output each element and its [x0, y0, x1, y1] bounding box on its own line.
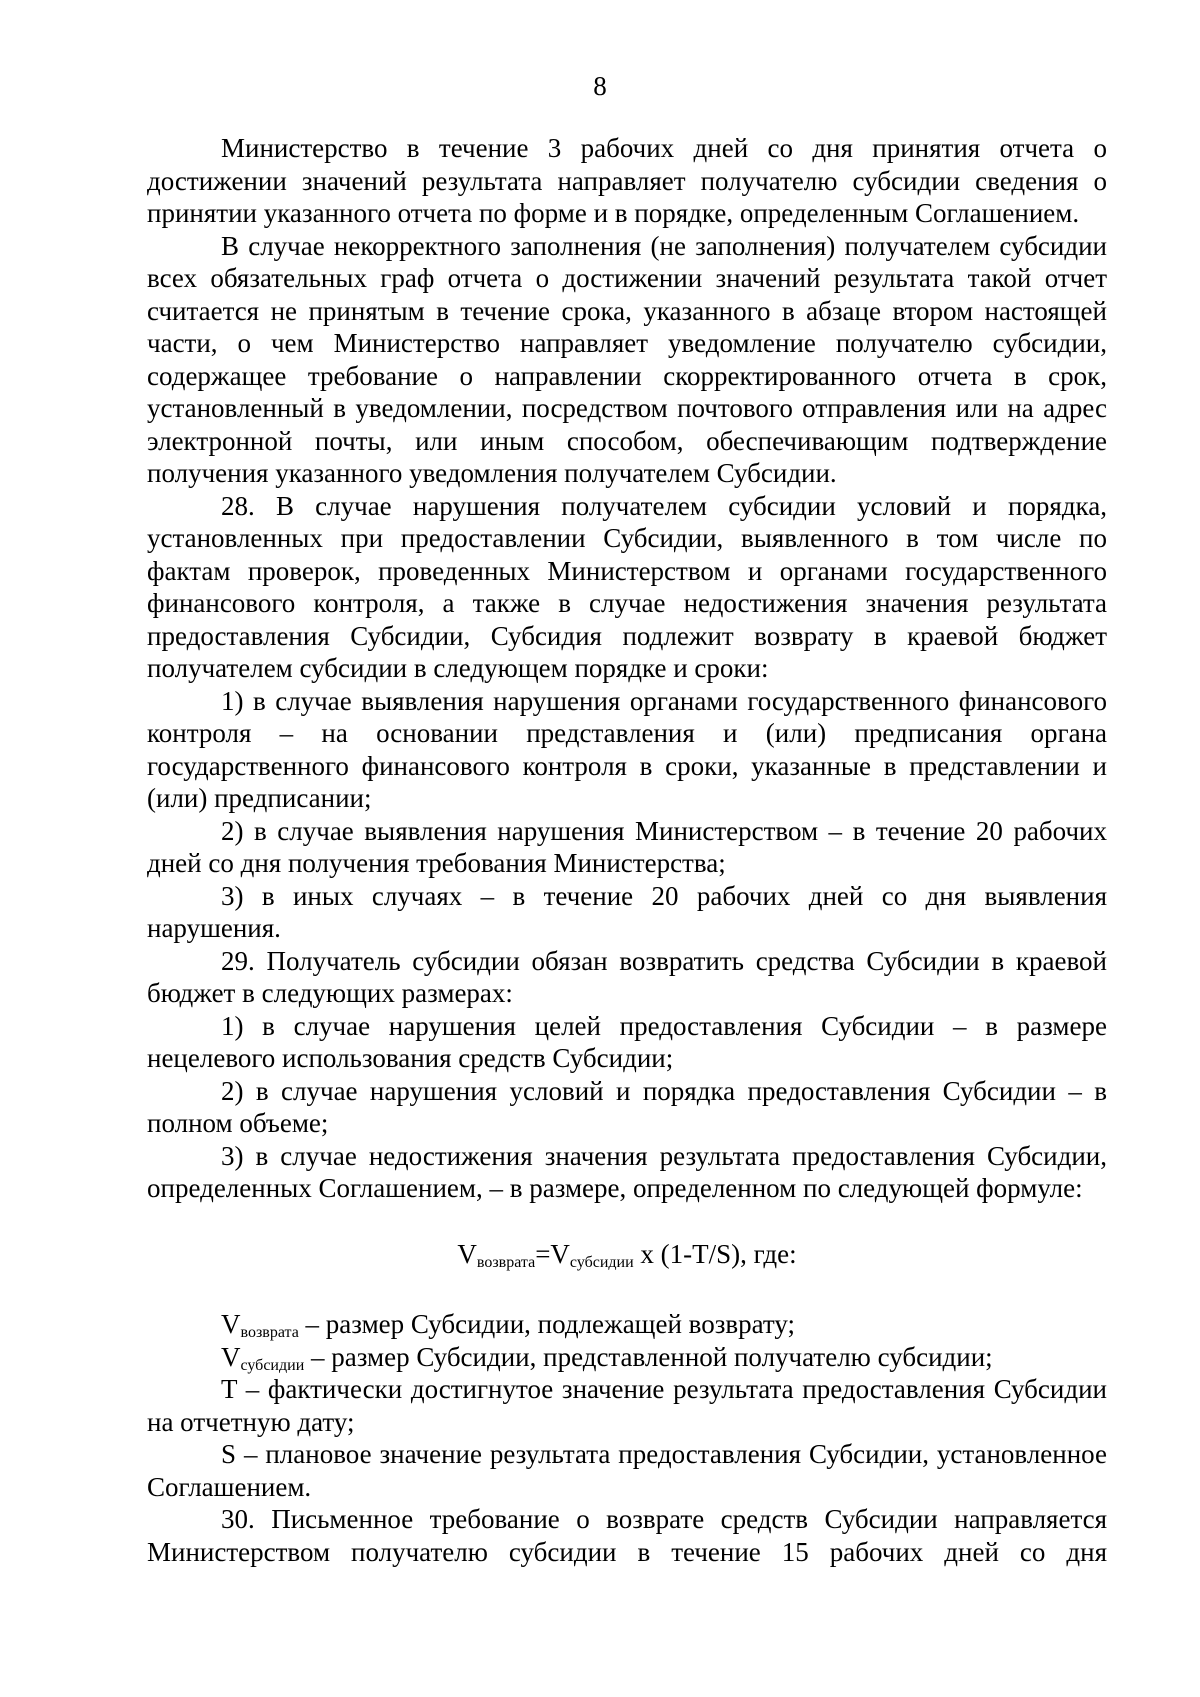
definition-symbol: T	[221, 1374, 238, 1404]
page-number: 8	[593, 71, 607, 101]
paragraph-28-item-1: 1) в случае выявления нарушения органами государственного финансового контроля – на основании представления и (или) предписания органа государственного финансового контроля в сроки, указанные в представлении и (или) предписании;	[147, 685, 1107, 813]
document-body	[147, 132, 1107, 1568]
definition-text: – размер Субсидии, представленной получателю субсидии;	[304, 1341, 993, 1372]
definition-text: – размер Субсидии, подлежащей возврату;	[298, 1309, 796, 1339]
definition-symbol: V	[221, 1341, 241, 1372]
definition-v-return	[147, 1308, 1107, 1341]
paragraph-29-item-3: 3) в случае недостижения значения результата предоставления Субсидии, определенных Соглашением, – в размере, определенном по следующей формуле:	[147, 1140, 1107, 1203]
paragraph-29: 29. Получатель субсидии обязан возвратить средства Субсидии в краевой бюджет в следующих размерах:	[147, 945, 1107, 1008]
formula-rest: х (1-T/S), где:	[633, 1238, 797, 1269]
definition-s	[147, 1438, 1107, 1503]
formula-v-return: V	[457, 1238, 477, 1269]
paragraph-28-item-3: 3) в иных случаях – в течение 20 рабочих дней со дня выявления нарушения.	[147, 880, 1107, 943]
definition-symbol: V	[221, 1309, 241, 1339]
paragraph-report-acceptance: Министерство в течение 3 рабочих дней со дня принятия отчета о достижении значений результата направляет получателю субсидии сведения о принятии указанного отчета по форме и в порядке, определенным Соглашением.	[147, 133, 1107, 228]
definition-text: – плановое значение результата предоставления Субсидии, установленное Соглашением.	[147, 1439, 1107, 1502]
paragraph-30: 30. Письменное требование о возврате средств Субсидии направляется Министерством получателю субсидии в течение 15 рабочих дней со дня	[147, 1504, 1107, 1567]
paragraph-28: 28. В случае нарушения получателем субсидии условий и порядка, установленных при предоставлении Субсидии, выявленного в том числе по фактам проверок, проведенных Министерством и органами государственного финансового контроля, а также в случае недостижения значения результата предоставления Субсидии, Субсидия подлежит возврату в краевой бюджет получателем субсидии в следующем порядке и сроки:	[147, 490, 1107, 683]
paragraph-incorrect-report: В случае некорректного заполнения (не заполнения) получателем субсидии всех обязательных граф отчета о достижении значений результата такой отчет считается не принятым в течение срока, указанного в абзаце втором настоящей части, о чем Министерство направляет уведомление получателю субсидии, содержащее требование о направлении скорректированного отчета в срок, установленный в уведомлении, посредством почтового отправления или на адрес электронной почты, или иным способом, обеспечивающим подтверждение получения указанного уведомления получателем Субсидии.	[147, 230, 1107, 488]
definition-t	[147, 1373, 1107, 1438]
paragraph-29-item-2: 2) в случае нарушения условий и порядка предоставления Субсидии – в полном объеме;	[147, 1075, 1107, 1138]
formula-sub-subsidy: субсидии	[569, 1253, 634, 1271]
definition-subscript: возврата	[240, 1324, 299, 1341]
refund-formula	[147, 1238, 1107, 1271]
formula-sub-return: возврата	[476, 1253, 536, 1271]
paragraph-29-item-1: 1) в случае нарушения целей предоставления Субсидии – в размере нецелевого использования средств Субсидии;	[147, 1010, 1107, 1073]
formula-equals: =	[535, 1238, 551, 1269]
definition-subscript: субсидии	[240, 1356, 305, 1374]
paragraph-28-item-2: 2) в случае выявления нарушения Министерством – в течение 20 рабочих дней со дня получения требования Министерства;	[147, 815, 1107, 878]
definition-text: – фактически достигнутое значение результата предоставления Субсидии на отчетную дату;	[147, 1374, 1107, 1437]
definition-v-subsidy	[147, 1341, 1107, 1374]
definition-symbol: S	[221, 1439, 237, 1469]
formula-v-subsidy: V	[550, 1238, 570, 1269]
